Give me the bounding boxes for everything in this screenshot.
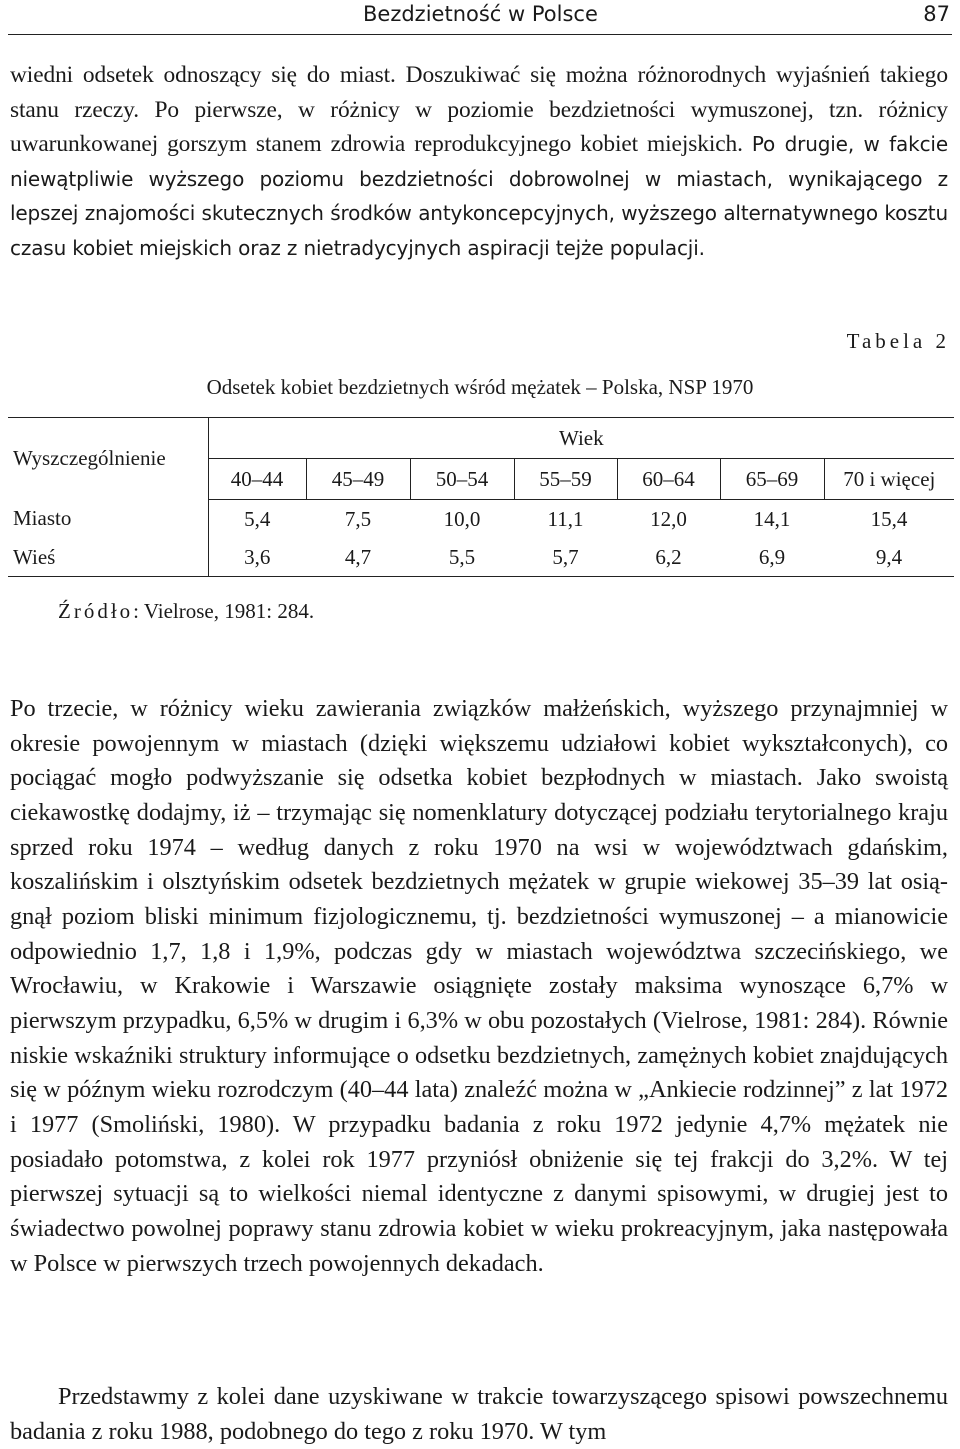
table-title: Odsetek kobiet bezdzietnych wśród mężatek – Polska, NSP 1970	[206, 375, 754, 399]
paragraph-1	[10, 58, 948, 265]
table-header-row-1	[8, 418, 954, 459]
table-cell: 12,0	[650, 506, 687, 531]
table-cell: 6,2	[655, 544, 682, 569]
table-cell: 11,1	[547, 506, 584, 531]
table-row-miasto	[8, 500, 954, 539]
running-header	[8, 0, 952, 35]
column-header: 50–54	[410, 459, 514, 500]
table-cell: 9,4	[875, 544, 903, 569]
paragraph-3: Przedstawmy z kolei dane uzyskiwane w trakcie towarzyszącego spisowi powszechnemu badania z roku 1988, podobnego do tego z roku 1970. W tym	[10, 1383, 948, 1445]
page-number: 87	[923, 2, 950, 26]
group-header-age: Wiek	[208, 418, 954, 459]
table-cell: 5,5	[448, 544, 476, 569]
paragraph-1-part-b: Po drugie, w fakcie niewątpliwie wyższego poziomu bezdzietności dobrowolnej w miastach, wynikającego z lepszej znajomości skutecznych środków antykoncepcyjnych, wyższego alternatywnego kosztu czasu kobiet miejskich oraz z nietradycyjnych aspiracji tejże populacji.	[10, 132, 948, 260]
paragraph-1-part-a: wiedni odsetek odnoszący się do miast. Doszukiwać się można różnorodnych wyjaśnień takiego stanu rzeczy. Po pierwsze, w różnicy w poziomie bezdzietności wymuszonej, tzn. różnicy uwarunkowanej gorszym stanem zdrowia reprodukcyjnego kobiet miejskich.	[10, 62, 948, 157]
column-header: 40–44	[208, 459, 306, 500]
table-source-note	[58, 599, 314, 624]
table-cell: 7,5	[344, 506, 372, 531]
table-label: Tabela 2	[846, 329, 950, 353]
table-cell: 3,6	[244, 544, 271, 569]
table-cell: 14,1	[753, 506, 791, 531]
table-cell: 4,7	[344, 544, 372, 569]
column-header: 70 i więcej	[824, 459, 954, 500]
table-cell: 5,4	[244, 506, 271, 531]
running-title: Bezdzietność w Polsce	[363, 2, 598, 26]
table-cell: 6,9	[758, 544, 786, 569]
column-header: 45–49	[306, 459, 410, 500]
table-cell: 10,0	[443, 506, 481, 531]
table-cell: 15,4	[870, 506, 908, 531]
stub-header: Wyszczególnienie	[8, 418, 208, 500]
source-label: Źródło	[58, 599, 134, 623]
column-header: 65–69	[720, 459, 824, 500]
table-row-wies	[8, 538, 954, 577]
table-cell: 5,7	[552, 544, 579, 569]
data-table	[8, 417, 954, 577]
source-text: : Vielrose, 1981: 284.	[133, 599, 315, 623]
row-label: Wieś	[8, 538, 208, 577]
paragraph-2: Po trzecie, w różnicy wieku zawierania związków małżeńskich, wyższego przynajmniej w okresie powojennym w miastach (dzięki większemu udziałowi kobiet wykształconych), co pociągać mogło podwyższanie się odsetka kobiet bezpłodnych w miastach. Jako swoistą ciekawostkę dodajmy, iż – trzymając się nomenklatury dotyczącej podziału terytorialnego kraju sprzed roku 1974 – według danych z roku 1970 na wsi w województwach gdańskim, koszalińskim i olsztyńskim odsetek bezdzietnych mężatek w grupie wiekowej 35–39 lat osiągnął poziom bliski minimum fizjologicznemu, tj. bezdzietności wymuszonej – a mianowicie odpowiednio 1,7, 1,8 i 1,9%, podczas gdy w miastach województwa szczecińskiego, we Wrocławiu, w Krakowie i Warszawie osiągnięte zostały maksima wynoszące 6,7% w pierwszym przypadku, 6,5% w drugim i 6,3% w obu pozostałych (Vielrose, 1981: 284). Równie niskie wskaźniki struktury informujące o odsetku bezdzietnych, zamężnych kobiet znajdujących się w późnym wieku rozrodczym (40–44 lata) znaleźć można w „Ankiecie rodzinnej” z lat 1972 i 1977 (Smoliński, 1980). W przypadku badania z roku 1972 jedynie 4,7% mężatek nie posiadało potomstwa, z kolei rok 1977 przyniósł obniżenie się tej frakcji do 3,2%. W tej pierwszej sytuacji są to wielkości niemal identyczne z danymi spisowymi, w drugiej jest to świadectwo powolnej poprawy stanu zdrowia kobiet w wieku prokreacyjnym, jaka następowała w Polsce w pierwszych trzech powojennych dekadach.	[10, 695, 948, 1277]
column-header: 55–59	[514, 459, 617, 500]
column-header: 60–64	[617, 459, 720, 500]
row-label: Miasto	[8, 500, 208, 539]
